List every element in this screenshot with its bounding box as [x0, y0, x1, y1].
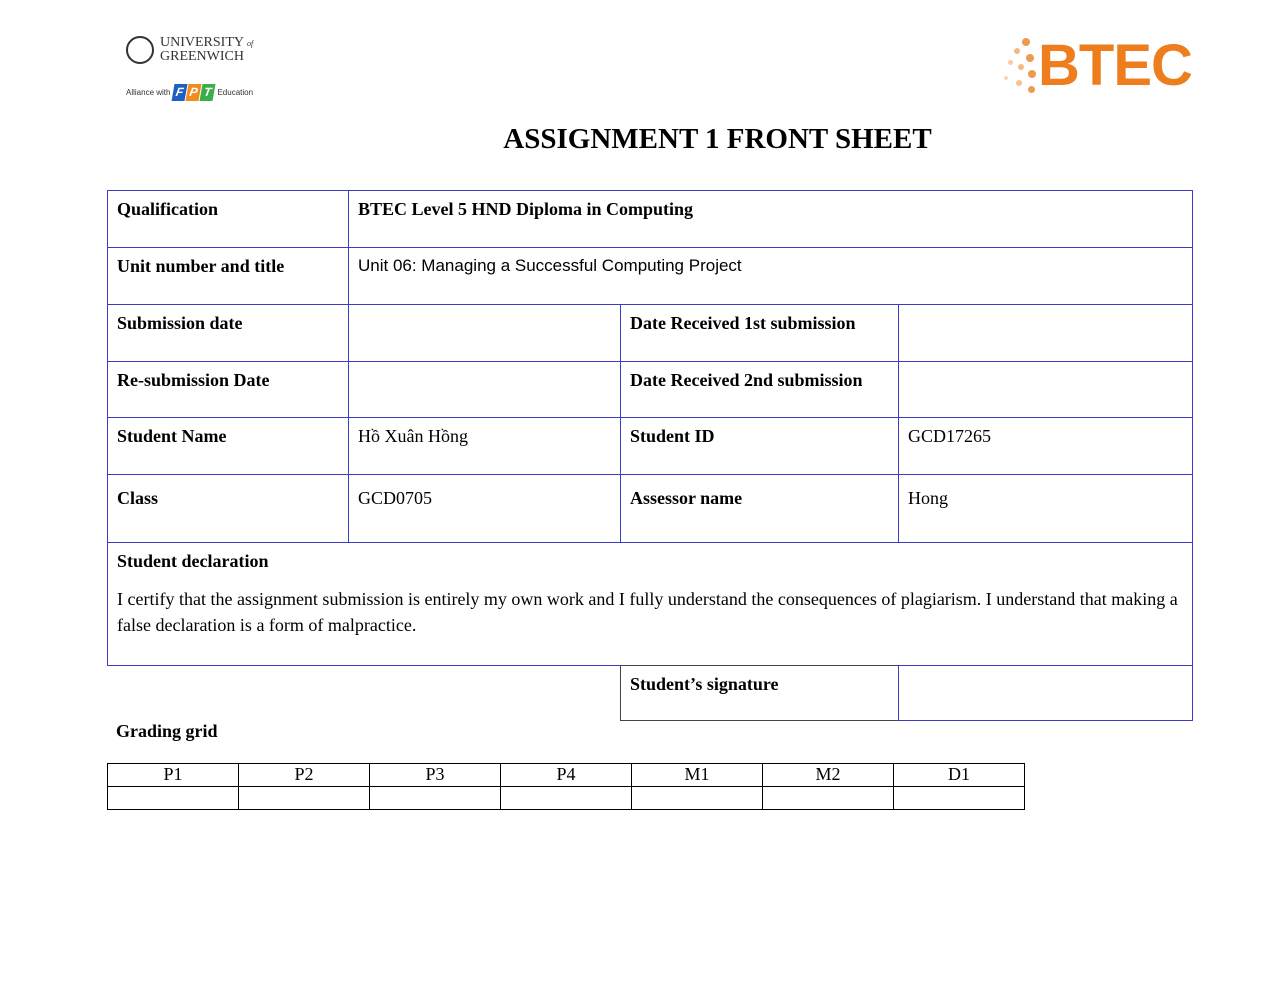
- grade-cell-p4[interactable]: [500, 786, 632, 810]
- grade-cell-p2[interactable]: [238, 786, 370, 810]
- signature-value[interactable]: [898, 665, 1193, 721]
- date-received-2nd-label: Date Received 2nd submission: [620, 361, 899, 418]
- grade-cell-m2[interactable]: [762, 786, 894, 810]
- date-received-1st-label: Date Received 1st submission: [620, 304, 899, 362]
- grade-cell-p3[interactable]: [369, 786, 501, 810]
- class-value: GCD0705: [348, 474, 621, 543]
- grade-header-p2: P2: [238, 763, 370, 787]
- submission-date-value: [348, 304, 621, 362]
- student-name-value: Hồ Xuân Hồng: [348, 417, 621, 475]
- date-received-2nd-value: [898, 361, 1193, 418]
- student-id-value: GCD17265: [898, 417, 1193, 475]
- submission-date-label: Submission date: [107, 304, 349, 362]
- btec-logo: [1000, 33, 1195, 98]
- qualification-label: Qualification: [107, 190, 349, 248]
- grade-header-d1: D1: [893, 763, 1025, 787]
- unit-value: Unit 06: Managing a Successful Computing Project: [348, 247, 1193, 305]
- alliance-text: Alliance with: [126, 88, 171, 97]
- compass-emblem-icon: [126, 36, 154, 64]
- logo-text: UNIVERSITY: [160, 35, 244, 50]
- grade-header-p3: P3: [369, 763, 501, 787]
- signature-label: Student’s signature: [620, 665, 899, 721]
- declaration-heading: Student declaration: [117, 551, 269, 571]
- resubmission-date-label: Re-submission Date: [107, 361, 349, 418]
- declaration-text: I certify that the assignment submission is entirely my own work and I fully understand the consequences of plagiarism. I understand that making a false declaration is a form of malpractice.: [117, 589, 1178, 635]
- grade-cell-m1[interactable]: [631, 786, 763, 810]
- resubmission-date-value: [348, 361, 621, 418]
- page-title: ASSIGNMENT 1 FRONT SHEET: [503, 123, 932, 155]
- grading-grid-heading: Grading grid: [116, 721, 218, 741]
- grade-cell-p1[interactable]: [107, 786, 239, 810]
- logo-text: of: [246, 39, 254, 48]
- student-declaration: [107, 542, 1193, 666]
- assessor-name-value: Hong: [898, 474, 1193, 543]
- fpt-logo: F P T: [173, 84, 214, 101]
- grade-cell-d1[interactable]: [893, 786, 1025, 810]
- unit-label: Unit number and title: [107, 247, 349, 305]
- logo-text: GREENWICH: [160, 49, 244, 64]
- grade-header-p4: P4: [500, 763, 632, 787]
- date-received-1st-value: [898, 304, 1193, 362]
- btec-text: BTEC: [1038, 33, 1192, 98]
- student-id-label: Student ID: [620, 417, 899, 475]
- student-name-label: Student Name: [107, 417, 349, 475]
- class-label: Class: [107, 474, 349, 543]
- education-text: Education: [217, 88, 254, 97]
- university-of-greenwich-logo: [126, 36, 266, 106]
- grade-header-m1: M1: [631, 763, 763, 787]
- assessor-name-label: Assessor name: [620, 474, 899, 543]
- grade-header-m2: M2: [762, 763, 894, 787]
- qualification-value: BTEC Level 5 HND Diploma in Computing: [348, 190, 1193, 248]
- grade-header-p1: P1: [107, 763, 239, 787]
